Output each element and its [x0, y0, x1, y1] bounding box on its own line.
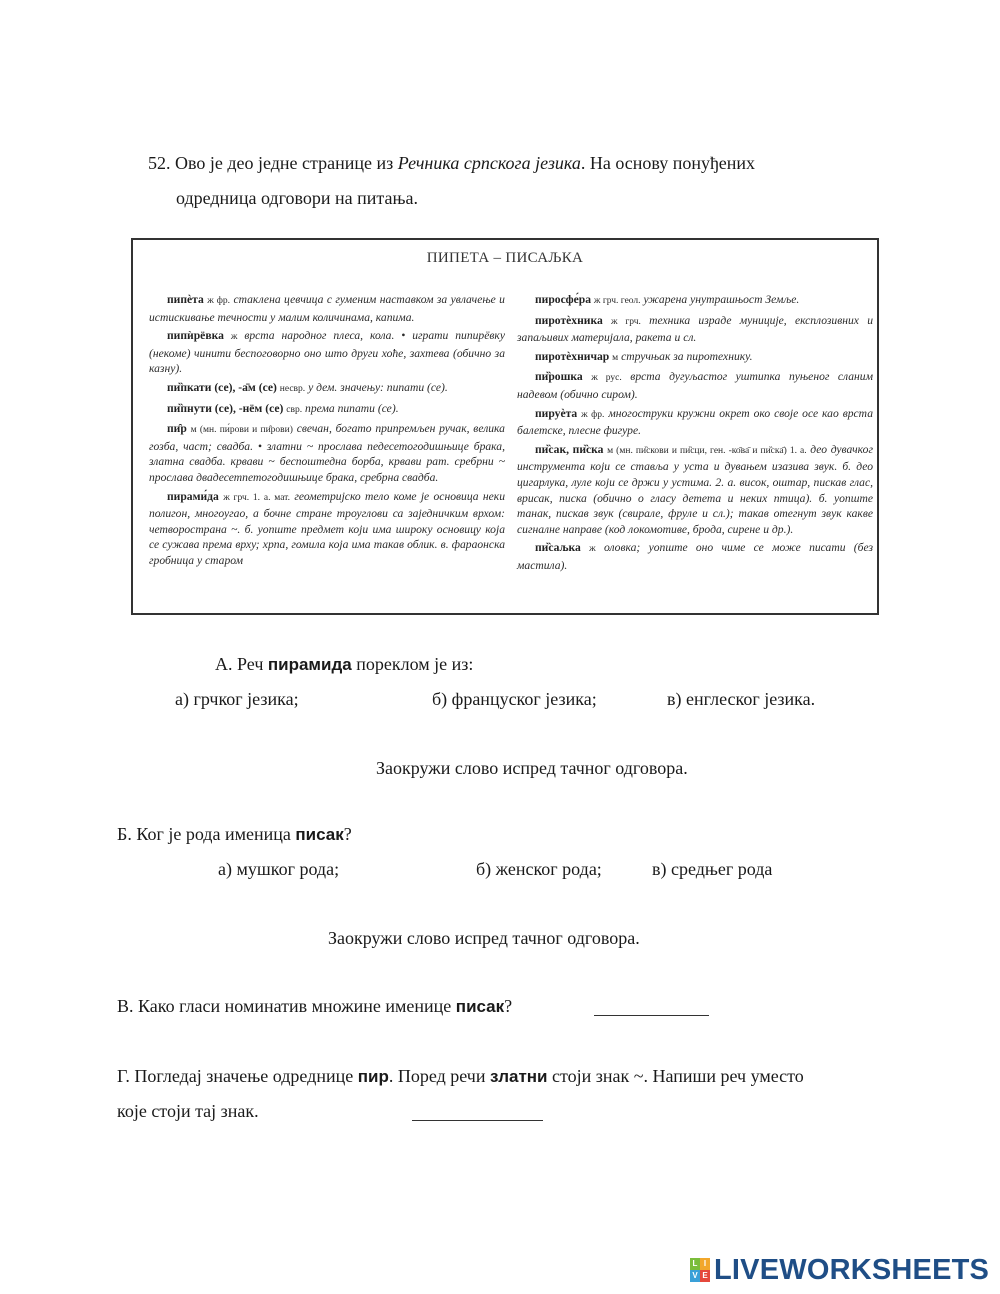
entry-grammar: м (мн. пи̏скови и пи̏сци, ген. -ко̄ва̄ и пи̏ска̄) 1. а.: [607, 445, 807, 456]
part-a-prompt: А. Реч пирамида пореклом је из:: [215, 654, 474, 674]
dictionary-entry: [517, 349, 873, 367]
dictionary-entry: [517, 540, 873, 573]
entry-definition: геометријско тело коме је основица неки полигон, многоугао, а бочне стране троуглови са заједничким врхом: четворострана ~. б. уопште предмет који има широку основицу која се сужава према врху; хрпа, гомила која има такав облик. в. фараонска гробница у старом: [149, 489, 506, 567]
entry-headword: пи̏рошка: [535, 370, 583, 384]
question-intro-line1: 52. Ово је део једне странице из Речника српскога језика. На основу понуђених: [148, 153, 755, 173]
entry-headword: пи̏саљка: [535, 541, 581, 555]
entry-grammar: ж: [589, 544, 596, 555]
dictionary-entry: [517, 442, 873, 538]
entry-grammar: ж грч.: [611, 316, 641, 327]
dictionary-header: ПИПЕТА – ПИСАЉКА: [426, 250, 584, 266]
part-b-option-a[interactable]: а) мушког рода;: [218, 859, 340, 879]
entry-grammar: свр.: [286, 404, 303, 415]
entry-grammar: ж: [230, 332, 238, 343]
keyword-pir: пир: [357, 1067, 389, 1086]
entry-headword: пиросфе́ра: [535, 293, 592, 306]
logo-text: LIVEWORKSHEETS: [714, 1253, 990, 1286]
dictionary-entry: [149, 421, 505, 485]
entry-grammar: м (мн. пи́рови и пи̑рови): [190, 425, 293, 436]
dictionary-column-left: [149, 292, 505, 572]
entry-definition: према пипати (се).: [305, 401, 399, 415]
part-b-prompt: Б. Ког је рода именица писак?: [117, 824, 352, 844]
entry-headword: пиротѐхника: [535, 313, 603, 327]
part-a-option-a[interactable]: а) грчког језика;: [175, 689, 299, 709]
part-b-option-b[interactable]: б) женског рода;: [476, 859, 602, 879]
part-g-prompt-line1: Г. Погледај значење одреднице пир. Поред речи златни стоји знак ~. Напиши реч уместо: [117, 1066, 804, 1086]
entry-definition: врста народног плеса, кола. • играти пипирёвку (некоме) чинити беспоговорно оно што други хоће, захтева (обично за казну).: [149, 329, 505, 376]
entry-definition: ужарена унутрашњост Земље.: [643, 293, 800, 306]
part-a-instruction: Заокружи слово испред тачног одговора.: [376, 758, 688, 778]
liveworksheets-logo: [690, 1254, 989, 1286]
dictionary-entry: [149, 401, 505, 419]
part-a-option-c[interactable]: в) енглеског језика.: [667, 689, 816, 709]
entry-headword: пи̏пнути (се), -нём (се): [167, 401, 284, 415]
part-a-option-b[interactable]: б) француског језика;: [432, 689, 597, 709]
dictionary-entry: [517, 313, 873, 346]
keyword-piramida: пирамида: [267, 655, 352, 674]
dictionary-entry: [517, 406, 873, 439]
dictionary-title: Речника српскога језика: [397, 153, 581, 173]
entry-grammar: м: [612, 352, 619, 363]
dictionary-entry: [517, 292, 873, 310]
entry-headword: пируѐта: [535, 406, 578, 420]
entry-grammar: ж грч. 1. а. мат.: [223, 492, 290, 503]
dictionary-entry: [149, 380, 505, 398]
dictionary-column-right: [517, 292, 873, 577]
part-b-option-c[interactable]: в) средњег рода: [652, 859, 773, 879]
entry-definition: у дем. значењу: пипати (се).: [308, 380, 448, 394]
entry-definition: техника израде муниције, експлозивних и запаљивих материјала, ракета и сл.: [517, 313, 873, 345]
entry-definition: део дувачког инструмента који се ставља у уста и дувањем изазива звук. б. део цигарлука, луле који се држи у устима. 2. а. висок, оштар, пискав глас, врисак, писка (обично о гласу детета и неких птица). б. уопште танак, пискав звук (свирале, фруле и сл.); такав отегнут звук какве сигналне направе (код локомотиве, брода, сирене и др.).: [517, 442, 873, 536]
entry-definition: свечан, богато припремљен ручак, велика гозба, част; свадба. • златни ~ прослава педесетогодишњице брака, златна свадба. крвави ~ беспоштедна борба, крвави рат. сребрни ~ прослава двадесетпетогодишњице брака, сребрна свадба.: [149, 422, 505, 484]
keyword-zlatni: златни: [489, 1067, 548, 1086]
entry-grammar: несвр.: [279, 383, 306, 394]
entry-definition: оловка; уопште оно чиме се може писати (без мастила).: [517, 541, 873, 572]
entry-grammar: ж фр.: [207, 296, 231, 306]
question-intro-line2: одредница одговори на питања.: [176, 188, 418, 208]
entry-headword: пи̏сак, пи̏ска: [535, 442, 604, 456]
entry-headword: пи̑р: [167, 422, 187, 436]
entry-definition: стручњак за пиротехнику.: [621, 349, 753, 363]
entry-headword: пирами́да: [167, 489, 219, 503]
answer-field-g[interactable]: [412, 1102, 543, 1121]
dictionary-entry: [149, 328, 505, 377]
dictionary-entry: [517, 369, 873, 402]
entry-headword: пи̏пкати (се), -а̄м (се): [167, 380, 277, 394]
part-v-prompt: В. Како гласи номинатив множине именице писак?: [117, 996, 513, 1016]
entry-grammar: ж фр.: [581, 409, 605, 420]
answer-field-v[interactable]: [594, 997, 709, 1016]
entry-headword: пипѐта: [167, 293, 204, 306]
dictionary-excerpt: [131, 238, 879, 615]
entry-definition: врста дугуљастог уштипка пуњеног сланим надевом (обично сиром).: [517, 370, 874, 401]
dictionary-entry: [149, 292, 505, 325]
logo-mark-icon: L I V E: [690, 1258, 710, 1282]
entry-headword: пиротѐхничар: [535, 349, 610, 363]
dictionary-entry: [149, 489, 505, 569]
entry-definition: стаклена цевчица с гуменим наставком за увлачење и истискивање течности у малим количинама, капима.: [149, 293, 505, 324]
entry-definition: многоструки кружни окрет око своје осе као врста балетске, плесне фигуре.: [517, 406, 873, 438]
entry-grammar: ж грч. геол.: [593, 296, 641, 306]
part-g-prompt-line2: које стоји тај знак.: [117, 1101, 259, 1121]
part-b-instruction: Заокружи слово испред тачног одговора.: [328, 928, 640, 948]
entry-grammar: ж рус.: [591, 373, 622, 384]
keyword-pisak: писак: [295, 825, 344, 844]
question-number: 52.: [148, 153, 171, 173]
entry-headword: пипѝрёвка: [167, 329, 224, 343]
keyword-pisak-2: писак: [455, 997, 505, 1016]
